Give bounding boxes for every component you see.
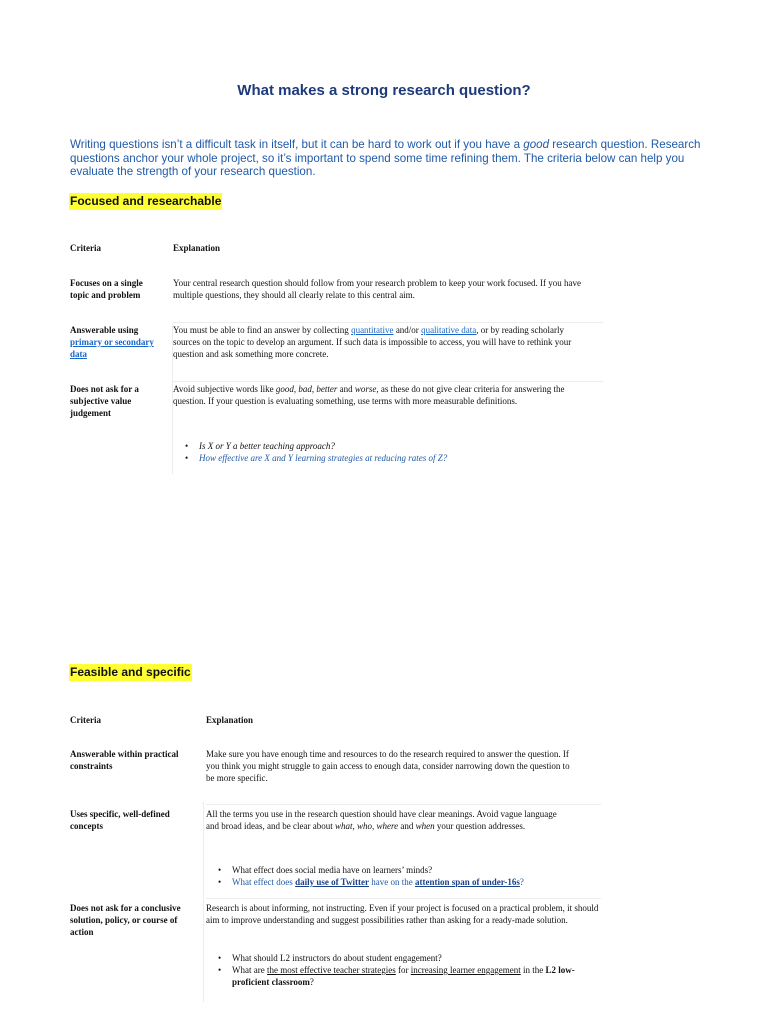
list-item: • Is X or Y a better teaching approach? <box>173 440 603 452</box>
link-primary-secondary-data[interactable]: primary or secondary data <box>70 337 154 359</box>
list-item: • What are the most effective teacher strategies for increasing learner engagement in the L2 low-proficient classroom? <box>206 964 606 988</box>
link-attention-span[interactable]: attention span of under-16s <box>414 877 520 887</box>
col-header-criteria: Criteria <box>70 243 101 253</box>
col-header-criteria: Criteria <box>70 715 101 725</box>
link-qualitative-data[interactable]: qualitative data <box>421 325 477 335</box>
example-list-conclusive-solution <box>206 952 606 988</box>
criteria-practical-constraints: Answerable within practical constraints <box>70 749 179 771</box>
explanation-value-judgement: Avoid subjective words like good, bad, better and worse, as these do not give clear criteria for answering the question. If your question is evaluating something, use terms with more measurable definitions. <box>173 384 565 406</box>
explanation-single-topic: Your central research question should follow from your research problem to keep your work focused. If you have multiple questions, they should all clearly relate to this central aim. <box>173 278 581 300</box>
criteria-single-topic: Focuses on a single topic and problem <box>70 278 143 300</box>
intro-paragraph: Writing questions isn’t a difficult task in itself, but it can be hard to work out if you have a good research question. Research questions anchor your whole project, so it’s important to spend some time refining them. The criteria below can help you evaluate the strength of your research question. <box>70 138 701 178</box>
link-quantitative[interactable]: quantitative <box>351 325 394 335</box>
explanation-practical-constraints: Make sure you have enough time and resources to do the research required to answer the question. If you think you might struggle to gain access to enough data, consider narrowing down the question to be more specific. <box>206 749 570 783</box>
example-list-value-judgement <box>173 440 603 464</box>
criteria-value-judgement: Does not ask for a subjective value judgement <box>70 384 139 418</box>
list-item: • How effective are X and Y learning strategies at reducing rates of Z? <box>173 452 603 464</box>
link-daily-use-twitter[interactable]: daily use of Twitter <box>295 877 369 887</box>
criteria-well-defined: Uses specific, well-defined concepts <box>70 809 170 831</box>
explanation-conclusive-solution: Research is about informing, not instructing. Even if your project is focused on a practical problem, it should aim to improve understanding and suggest possibilities rather than asking for a ready-made solution. <box>206 903 599 925</box>
list-item: • What effect does daily use of Twitter have on the attention span of under-16s? <box>206 876 606 888</box>
explanation-well-defined: All the terms you use in the research question should have clear meanings. Avoid vague language and broad ideas, and be clear about what, who, where and when your question addresses. <box>206 809 557 831</box>
page-title: What makes a strong research question? <box>237 82 531 99</box>
section-heading-focused: Focused and researchable <box>70 194 222 208</box>
criteria-table-feasible <box>70 712 610 1012</box>
explanation-answerable: You must be able to find an answer by collecting quantitative and/or qualitative data, or by reading scholarly sources on the topic to develop an argument. If such data is impossible to access, you will have to rethink your question and ask something more concrete. <box>173 325 572 359</box>
col-header-explanation: Explanation <box>206 715 254 725</box>
section-heading-feasible: Feasible and specific <box>70 665 191 679</box>
example-list-well-defined <box>206 864 606 888</box>
col-header-explanation: Explanation <box>173 243 221 253</box>
criteria-answerable: Answerable using primary or secondary data <box>70 325 154 359</box>
criteria-conclusive-solution: Does not ask for a conclusive solution, policy, or course of action <box>70 903 181 937</box>
list-item: • What should L2 instructors do about student engagement? <box>206 952 606 964</box>
criteria-table-focused <box>70 240 610 480</box>
list-item: • What effect does social media have on learners’ minds? <box>206 864 606 876</box>
